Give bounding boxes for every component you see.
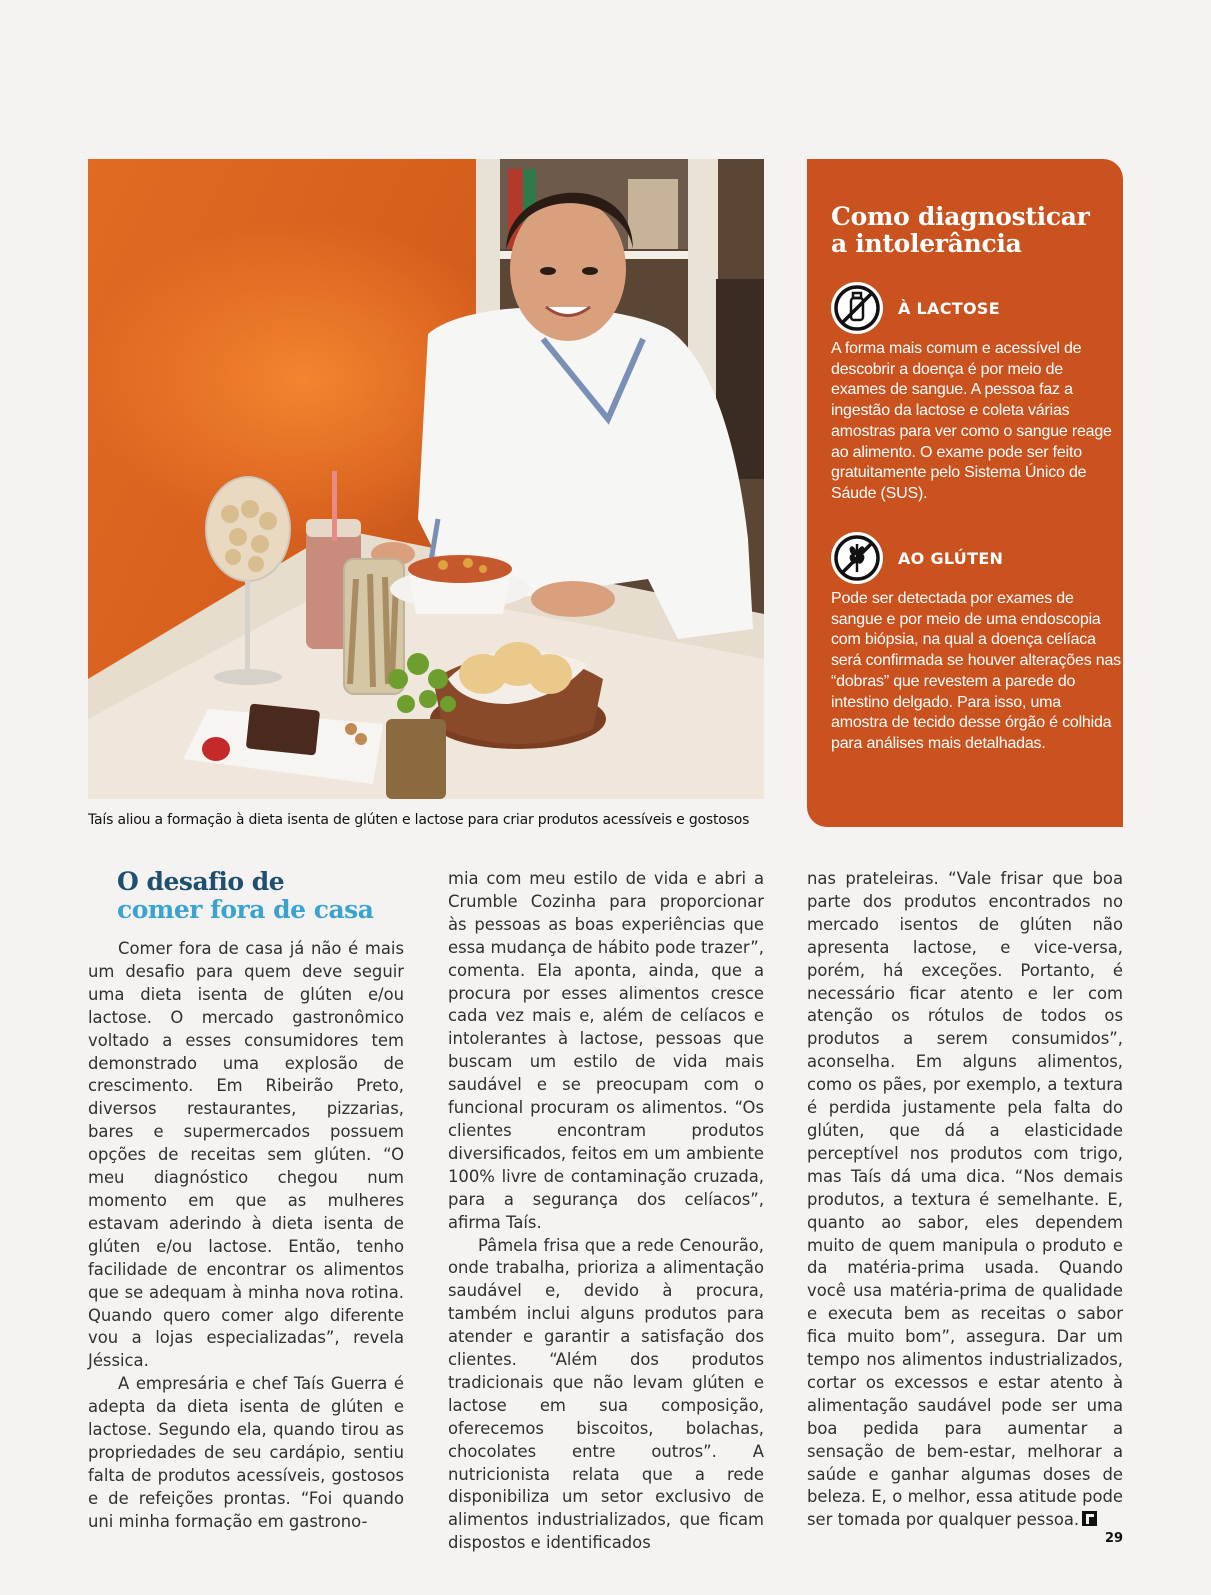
paragraph: Pâmela frisa que a rede Cenourão, onde trabalha, prioriza a alimentação saudável e, devido à procura, também inclui alguns produtos para atender e garantir a satisfação dos clientes. “Além dos produtos tradicionais que não levam glúten e lactose em sua composição, oferecemos biscoitos, bolachas, chocolates entre outros”. A nutricionista relata que a rede disponibiliza um setor exclusivo de alimentos industrializados, que ficam dispostos e identificados — [448, 1235, 764, 1553]
no-wheat-icon — [831, 532, 883, 584]
sidebar-title-line2: a intolerância — [831, 229, 1022, 258]
sidebar-title — [831, 203, 1116, 257]
gluten-label: AO GLÚTEN — [898, 548, 1004, 568]
paragraph: Comer fora de casa já não é mais um desafio para quem deve seguir uma dieta isenta de glúten e/ou lactose. O mercado gastronômico voltado a esses consumidores tem demonstrado uma explosão de crescimento. Em Ribeirão Preto, diversos restaurantes, pizzarias, bares e supermercados possuem opções de receitas sem glúten. “O meu diagnóstico chegou num momento em que as mulheres estavam aderindo à dieta isenta de glúten e/ou lactose. Então, tenho facilidade de encontrar os alimentos que se adequam à minha nova rotina. Quando quero comer algo diferente vou a lojas especializadas”, revela Jéssica. — [88, 939, 404, 1371]
paragraph-text: nas prateleiras. “Vale frisar que boa parte dos produtos encontrados no mercado isentos de glúten não apresenta lactose, e vice-versa, porém, há exceções. Portanto, é necessário ficar atento e ler com atenção os rótulos de todos os produtos a serem consumidos”, aconselha. Em alguns alimentos, como os pães, por exemplo, a textura é perdida justamente pela falta do glúten, que dá a elasticidade perceptível nos produtos com trigo, mas Taís dá uma dica. “Nos demais produtos, a textura é semelhante. E, quanto ao sabor, eles dependem muito de quem manipula o produto e da matéria-prima usada. Quando você usa matéria-prima de qualidade e executa bem as receitas o sabor fica muito bom”, assegura. Dar um tempo nos alimentos industrializados, cortar os excessos e estar atento à alimentação saudável pode ser uma boa pedida para aumentar a sensação de bem-estar, melhorar a saúde e ganhar algumas doses de beleza. E, o melhor, essa atitude pode ser tomada por qualquer pessoa. — [807, 869, 1123, 1530]
lactose-label: À LACTOSE — [898, 298, 1000, 318]
gluten-text: Pode ser detectada por exames de sangue e por meio de uma endoscopia com biópsia, na qual a doença celíaca será confirmada se houver alterações nas “dobras” que revestem a parede do intestino delgado. Para isso, uma amostra de tecido desse órgão é colhida para análises mais detalhadas. — [831, 590, 1121, 752]
diagnosis-sidebar — [807, 159, 1123, 827]
no-milk-icon — [831, 282, 883, 334]
headline-line1: O desafio de — [117, 867, 285, 896]
paragraph — [807, 868, 1123, 1532]
end-of-article-icon — [1082, 1511, 1097, 1526]
paragraph: mia com meu estilo de vida e abri a Crumble Cozinha para proporcionar às pessoas as boas experiências que essa mudança de hábito pode trazer”, comenta. Ela aponta, ainda, que a procura por esses alimentos cresce cada vez mais e, além de celíacos e intolerantes à lactose, pessoas que buscam um estilo de vida mais saudável e se preocupam com o funcional procuram os alimentos. “Os clientes encontram produtos diversificados, feitos em um ambiente 100% livre de contaminação cruzada, para a segurança dos celíacos”, afirma Taís. — [448, 869, 764, 1232]
photo-illustration — [88, 159, 764, 799]
article-column-2 — [448, 868, 764, 1555]
article-photo — [88, 159, 764, 799]
lactose-text: A forma mais comum e acessível de descobrir a doença é por meio de exames de sangue. A pessoa faz a ingestão da lactose e coleta várias amostras para ver como o sangue reage ao alimento. O exame pode ser feito gratuitamente pelo Sistema Único de Sáude (SUS). — [831, 340, 1112, 502]
lactose-heading — [831, 282, 1000, 334]
gluten-heading — [831, 532, 1003, 584]
paragraph: A empresária e chef Taís Guerra é adepta da dieta isenta de glúten e lactose. Segundo ela, quando tirou as propriedades de seu cardápio, sentiu falta de produtos acessíveis, gostosos e de refeições prontas. “Foi quando uni minha formação em gastrono- — [88, 1374, 404, 1531]
article-column-3 — [807, 868, 1123, 1532]
sidebar-title-line1: Como diagnosticar — [831, 202, 1090, 231]
photo-caption: Taís aliou a formação à dieta isenta de glúten e lactose para criar produtos acessíveis e gostosos — [88, 812, 750, 828]
headline-line2: comer fora de casa — [117, 895, 374, 924]
article-column-1 — [88, 938, 404, 1534]
page-number: 29 — [1105, 1531, 1124, 1546]
article-headline — [117, 868, 373, 924]
